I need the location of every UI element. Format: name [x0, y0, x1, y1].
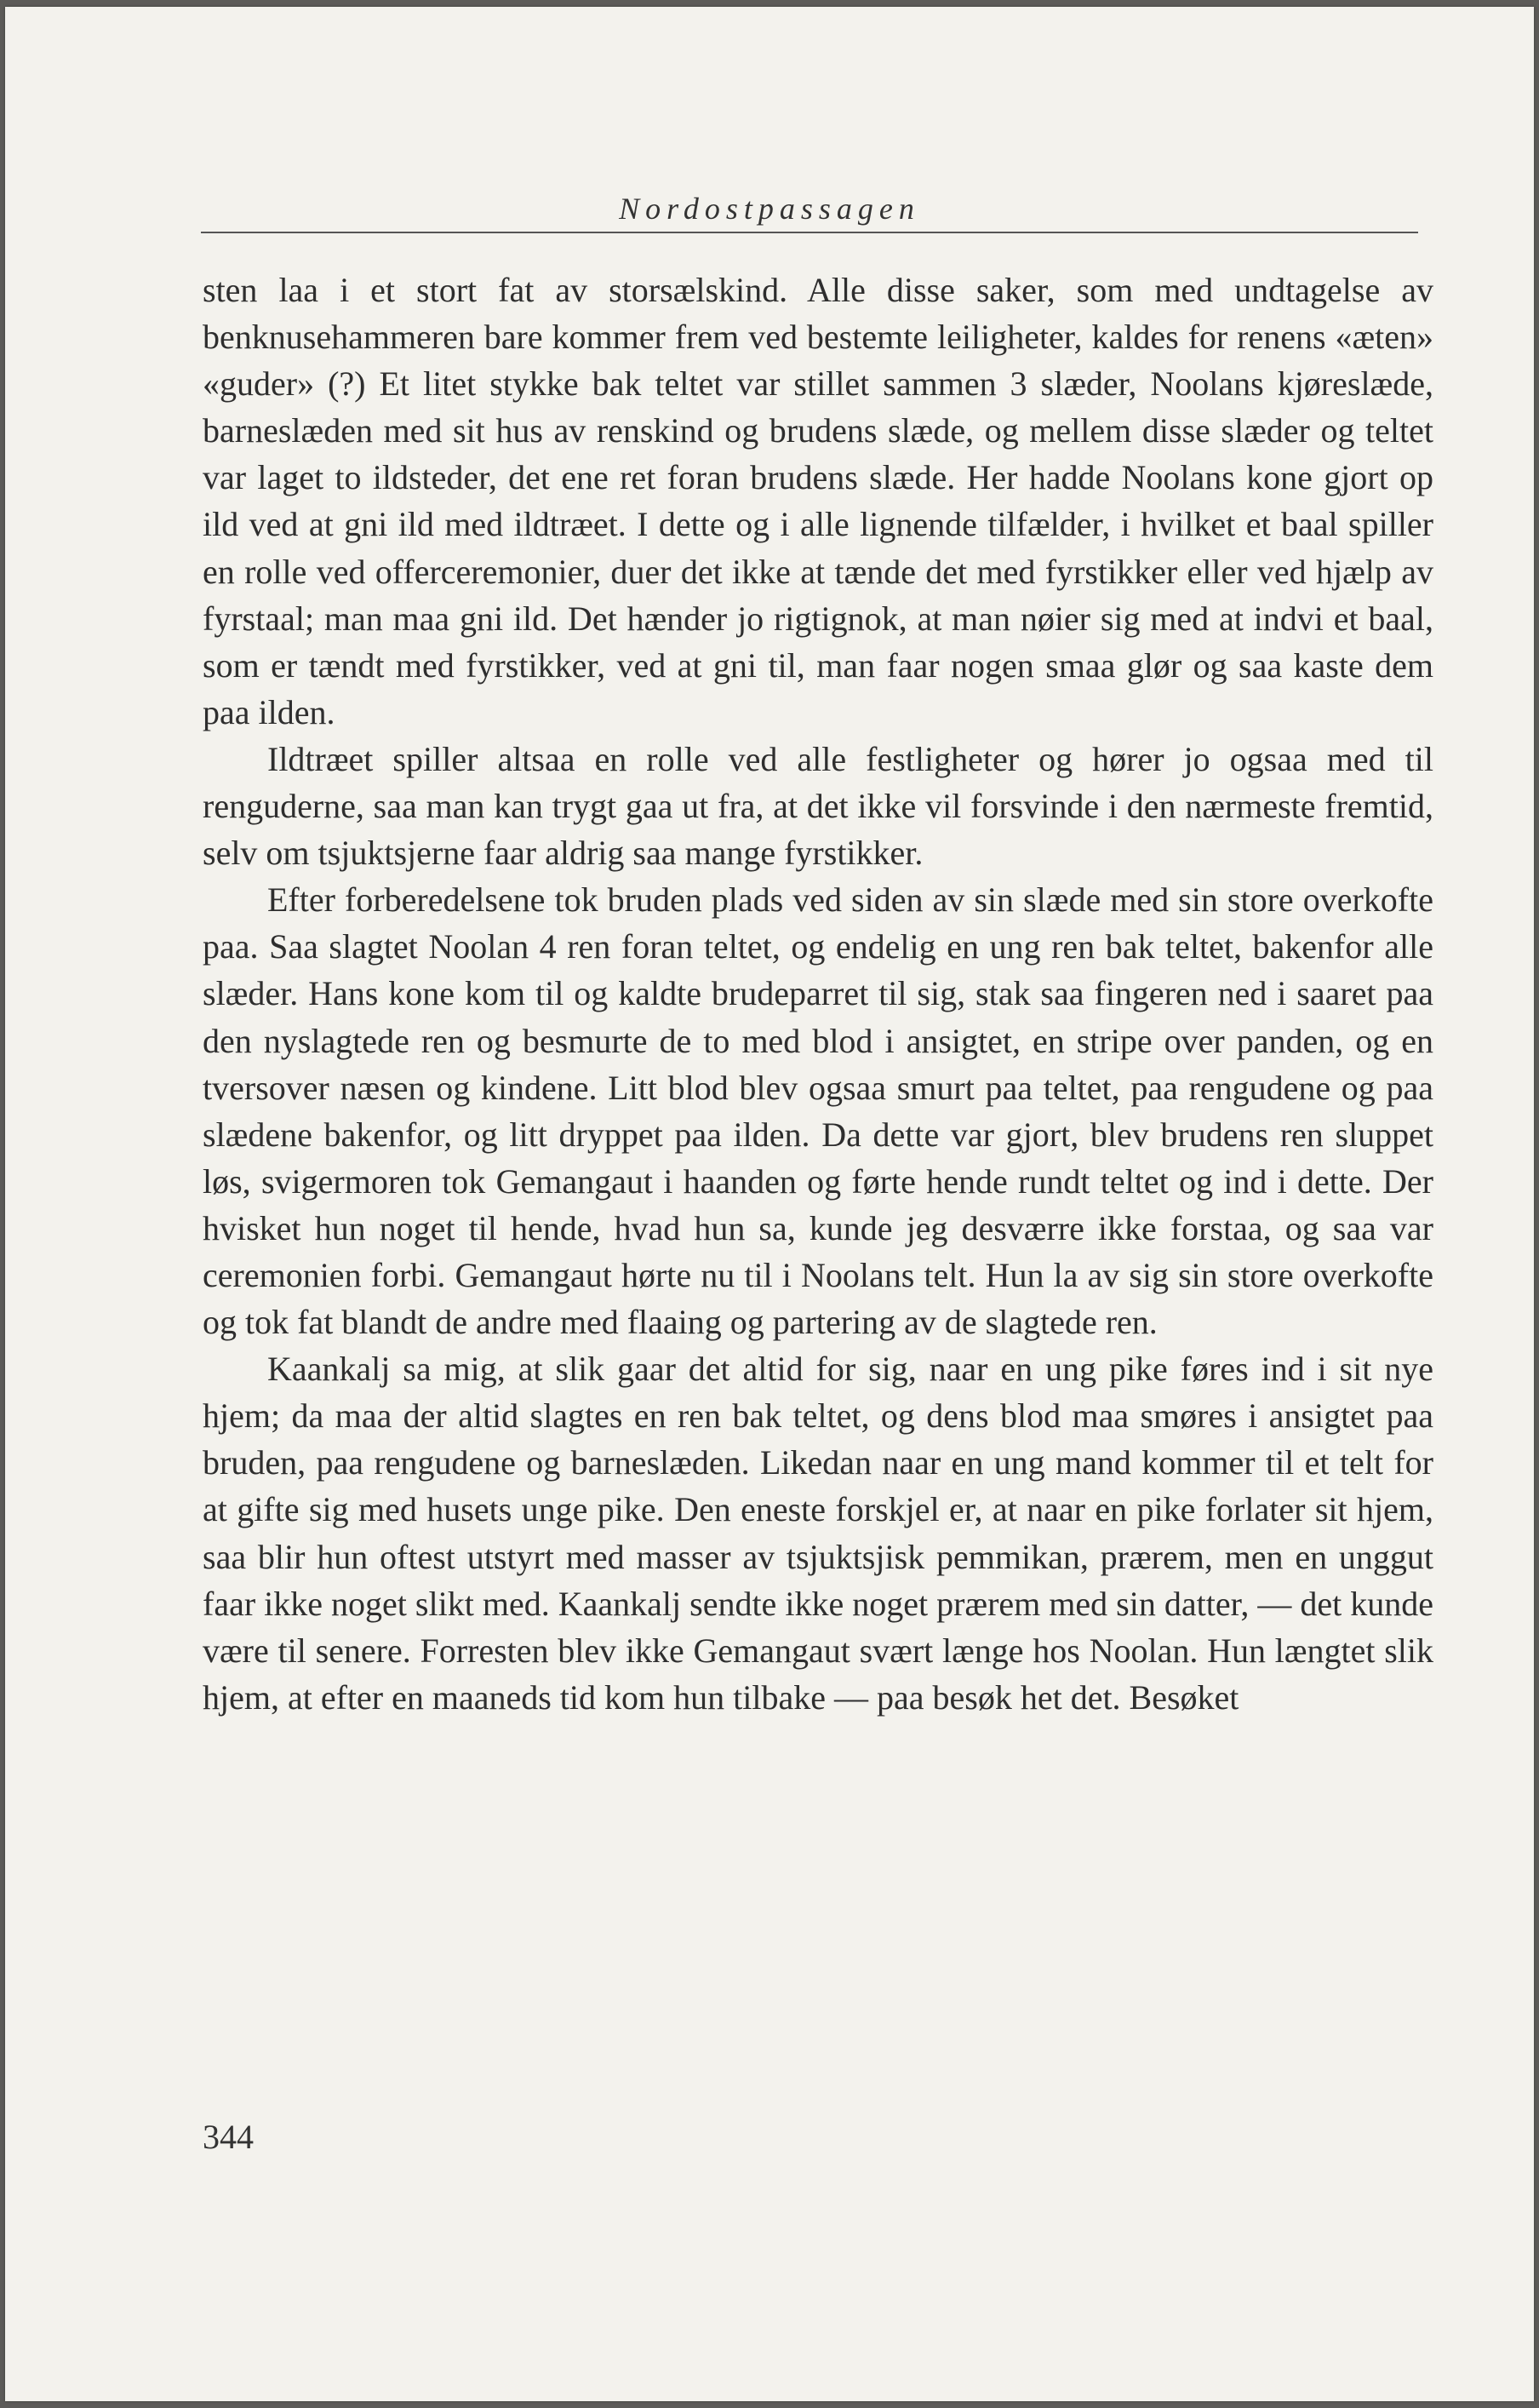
paragraph-4: Kaankalj sa mig, at slik gaar det altid for sig, naar en ung pike føres ind i sit nye hjem; da maa der altid slagtes en ren bak teltet, og dens blod maa smøres i ansigtet paa bruden, paa rengudene og barneslæden. Likedan naar en ung mand kommer til et telt for at gifte sig med husets unge pike. Den eneste forskjel er, at naar en pike forlater sit hjem, saa blir hun oftest utstyrt med masser av tsjuktsjisk pemmikan, prærem, men en unggut faar ikke noget slikt med. Kaankalj sendte ikke noget prærem med sin datter, — det kunde være til senere. Forresten blev ikke Gemangaut svært længe hos Noolan. Hun længtet slik hjem, at efter en maaneds tid kom hun tilbake — paa besøk het det. Besøket [203, 1350, 1433, 1717]
body-text [203, 267, 1433, 1721]
paragraph-2: Ildtræet spiller altsaa en rolle ved alle festligheter og hører jo ogsaa med til renguderne, saa man kan trygt gaa ut fra, at det ikke vil forsvinde i den nærmeste fremtid, selv om tsjuktsjerne faar aldrig saa mange fyrstikker. [203, 739, 1433, 873]
paragraph-3: Efter forberedelsene tok bruden plads ved siden av sin slæde med sin store overkofte paa. Saa slagtet Noolan 4 ren foran teltet, og endelig en ung ren bak teltet, bakenfor alle slæder. Hans kone kom til og kaldte brudeparret til sig, stak saa fingeren ned i saaret paa den nyslagtede ren og besmurte de to med blod i ansigtet, en stripe over panden, og en tversover næsen og kindene. Litt blod blev ogsaa smurt paa teltet, paa rengudene og paa slædene bakenfor, og litt dryppet paa ilden. Da dette var gjort, blev brudens ren sluppet løs, svigermoren tok Gemangaut i haanden og førte hende rundt teltet og ind i dette. Der hvisket hun noget til hende, hvad hun sa, kunde jeg desværre ikke forstaa, og saa var ceremonien forbi. Gemangaut hørte nu til i Noolans telt. Hun la av sig sin store overkofte og tok fat blandt de andre med flaaing og partering av de slagtede ren. [203, 880, 1433, 1342]
header-rule [201, 232, 1418, 233]
paragraph-1: sten laa i et stort fat av storsælskind. Alle disse saker, som med undtagelse av benknusehammeren bare kommer frem ved bestemte leiligheter, kaldes for renens «æten» «guder» (?) Et litet stykke bak teltet var stillet sammen 3 slæder, Noolans kjøreslæde, barneslæden med sit hus av renskind og brudens slæde, og mellem disse slæder og teltet var laget to ildsteder, det ene ret foran brudens slæde. Her hadde Noolans kone gjort op ild ved at gni ild med ildtræet. I dette og i alle lignende tilfælder, i hvilket et baal spiller en rolle ved offerceremonier, duer det ikke at tænde det med fyrstikker eller ved hjælp av fyrstaal; man maa gni ild. Det hænder jo rigtignok, at man nøier sig med at indvi et baal, som er tændt med fyrstikker, ved at gni til, man faar nogen smaa glør og saa kaste dem paa ilden. [203, 271, 1433, 731]
book-page [5, 7, 1534, 2401]
page-number: 344 [203, 2118, 254, 2156]
running-header: Nordostpassagen [619, 192, 920, 226]
